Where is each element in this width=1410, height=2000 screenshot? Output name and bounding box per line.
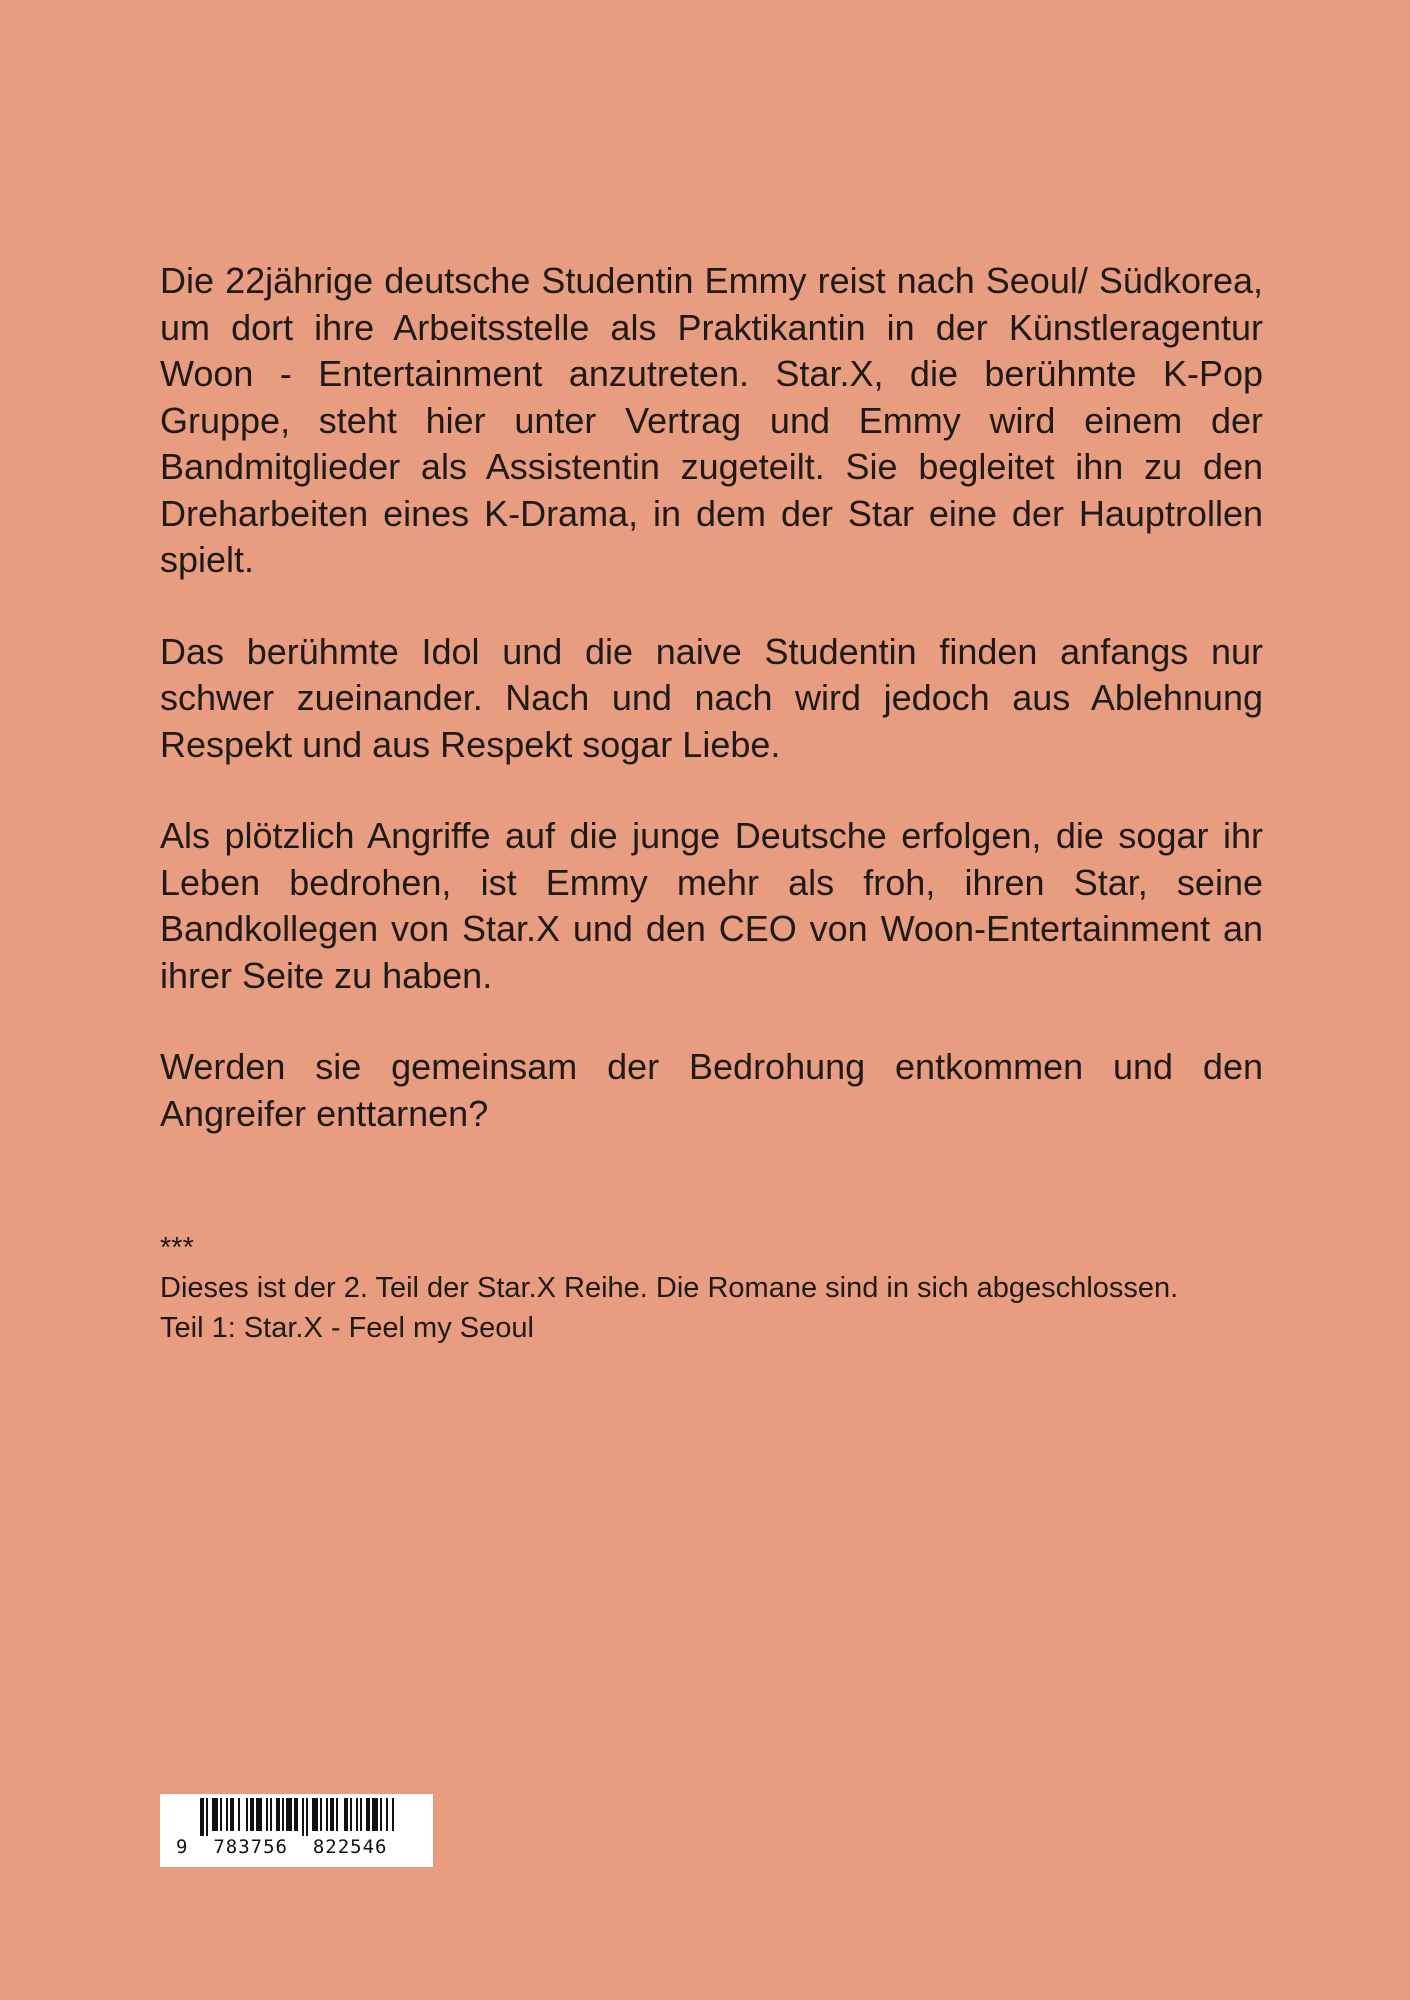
barcode-bar bbox=[212, 1798, 218, 1831]
barcode-bar bbox=[206, 1798, 208, 1836]
barcode-bar bbox=[270, 1798, 272, 1831]
barcode-bars bbox=[200, 1798, 396, 1836]
barcode-bar bbox=[246, 1798, 248, 1831]
barcode-bar bbox=[350, 1798, 352, 1831]
barcode-bar bbox=[392, 1798, 394, 1831]
barcode-bar bbox=[344, 1798, 348, 1831]
series-note: Dieses ist der 2. Teil der Star.X Reihe. Die Romane sind in sich abgeschlossen. bbox=[160, 1272, 1179, 1304]
barcode-bar bbox=[336, 1798, 338, 1831]
barcode-bar bbox=[360, 1798, 362, 1831]
barcode-bar bbox=[276, 1798, 280, 1831]
blurb-paragraph: Als plötzlich Angriffe auf die junge Deutsche erfolgen, die sogar ihr Leben bedrohen, ist Emmy mehr als froh, ihren Star, seine Bandkollegen von Star.X und den CEO von Woon-Entertainment an ihrer Seite zu haben. bbox=[160, 815, 1263, 996]
barcode-bar bbox=[330, 1798, 334, 1831]
part-one-note: Teil 1: Star.X - Feel my Seoul bbox=[160, 1312, 534, 1344]
barcode-bar bbox=[380, 1798, 382, 1831]
barcode-bar bbox=[282, 1798, 284, 1831]
barcode-bar bbox=[286, 1798, 292, 1831]
barcode-bar bbox=[386, 1798, 388, 1831]
barcode-bar bbox=[312, 1798, 318, 1831]
blurb-paragraph: Das berühmte Idol und die naive Studentin finden anfangs nur schwer zueinander. Nach und nach wird jedoch aus Ablehnung Respekt und aus Respekt sogar Liebe. bbox=[160, 630, 1263, 765]
barcode-bar bbox=[366, 1798, 370, 1831]
back-cover-blurb bbox=[160, 258, 1263, 1137]
barcode-bar bbox=[266, 1798, 268, 1831]
isbn-barcode bbox=[160, 1794, 433, 1867]
barcode-bar bbox=[256, 1798, 262, 1831]
section-separator: *** bbox=[160, 1232, 194, 1264]
barcode-bar bbox=[200, 1798, 204, 1836]
barcode-bar bbox=[302, 1798, 304, 1836]
barcode-bar bbox=[320, 1798, 322, 1831]
barcode-bar bbox=[226, 1798, 228, 1831]
barcode-bar bbox=[250, 1798, 254, 1831]
barcode-bar bbox=[372, 1798, 378, 1831]
barcode-bar bbox=[294, 1798, 298, 1831]
barcode-bar bbox=[238, 1798, 240, 1831]
barcode-bar bbox=[326, 1798, 328, 1831]
barcode-bar bbox=[356, 1798, 358, 1831]
series-notes bbox=[160, 1228, 1310, 1348]
blurb-paragraph: Die 22jährige deutsche Studentin Emmy reist nach Seoul/ Südkorea, um dort ihre Arbeitsstelle als Praktikantin in der Künstleragentur Woon - Entertainment anzutreten. Star.X, die berühmte K-Pop Gruppe, steht hier unter Vertrag und Emmy wird einem der Bandmitglieder als Assistentin zugeteilt. Sie begleitet ihn zu den Dreharbeiten eines K-Drama, in dem der Star eine der Hauptrollen spielt. bbox=[160, 260, 1263, 580]
barcode-bar bbox=[306, 1798, 308, 1836]
barcode-bar bbox=[220, 1798, 222, 1831]
blurb-paragraph: Werden sie gemeinsam der Bedrohung entkommen und den Angreifer enttarnen? bbox=[160, 1046, 1263, 1134]
isbn-number: 9 783756 822546 bbox=[176, 1836, 388, 1858]
barcode-bar bbox=[230, 1798, 234, 1831]
